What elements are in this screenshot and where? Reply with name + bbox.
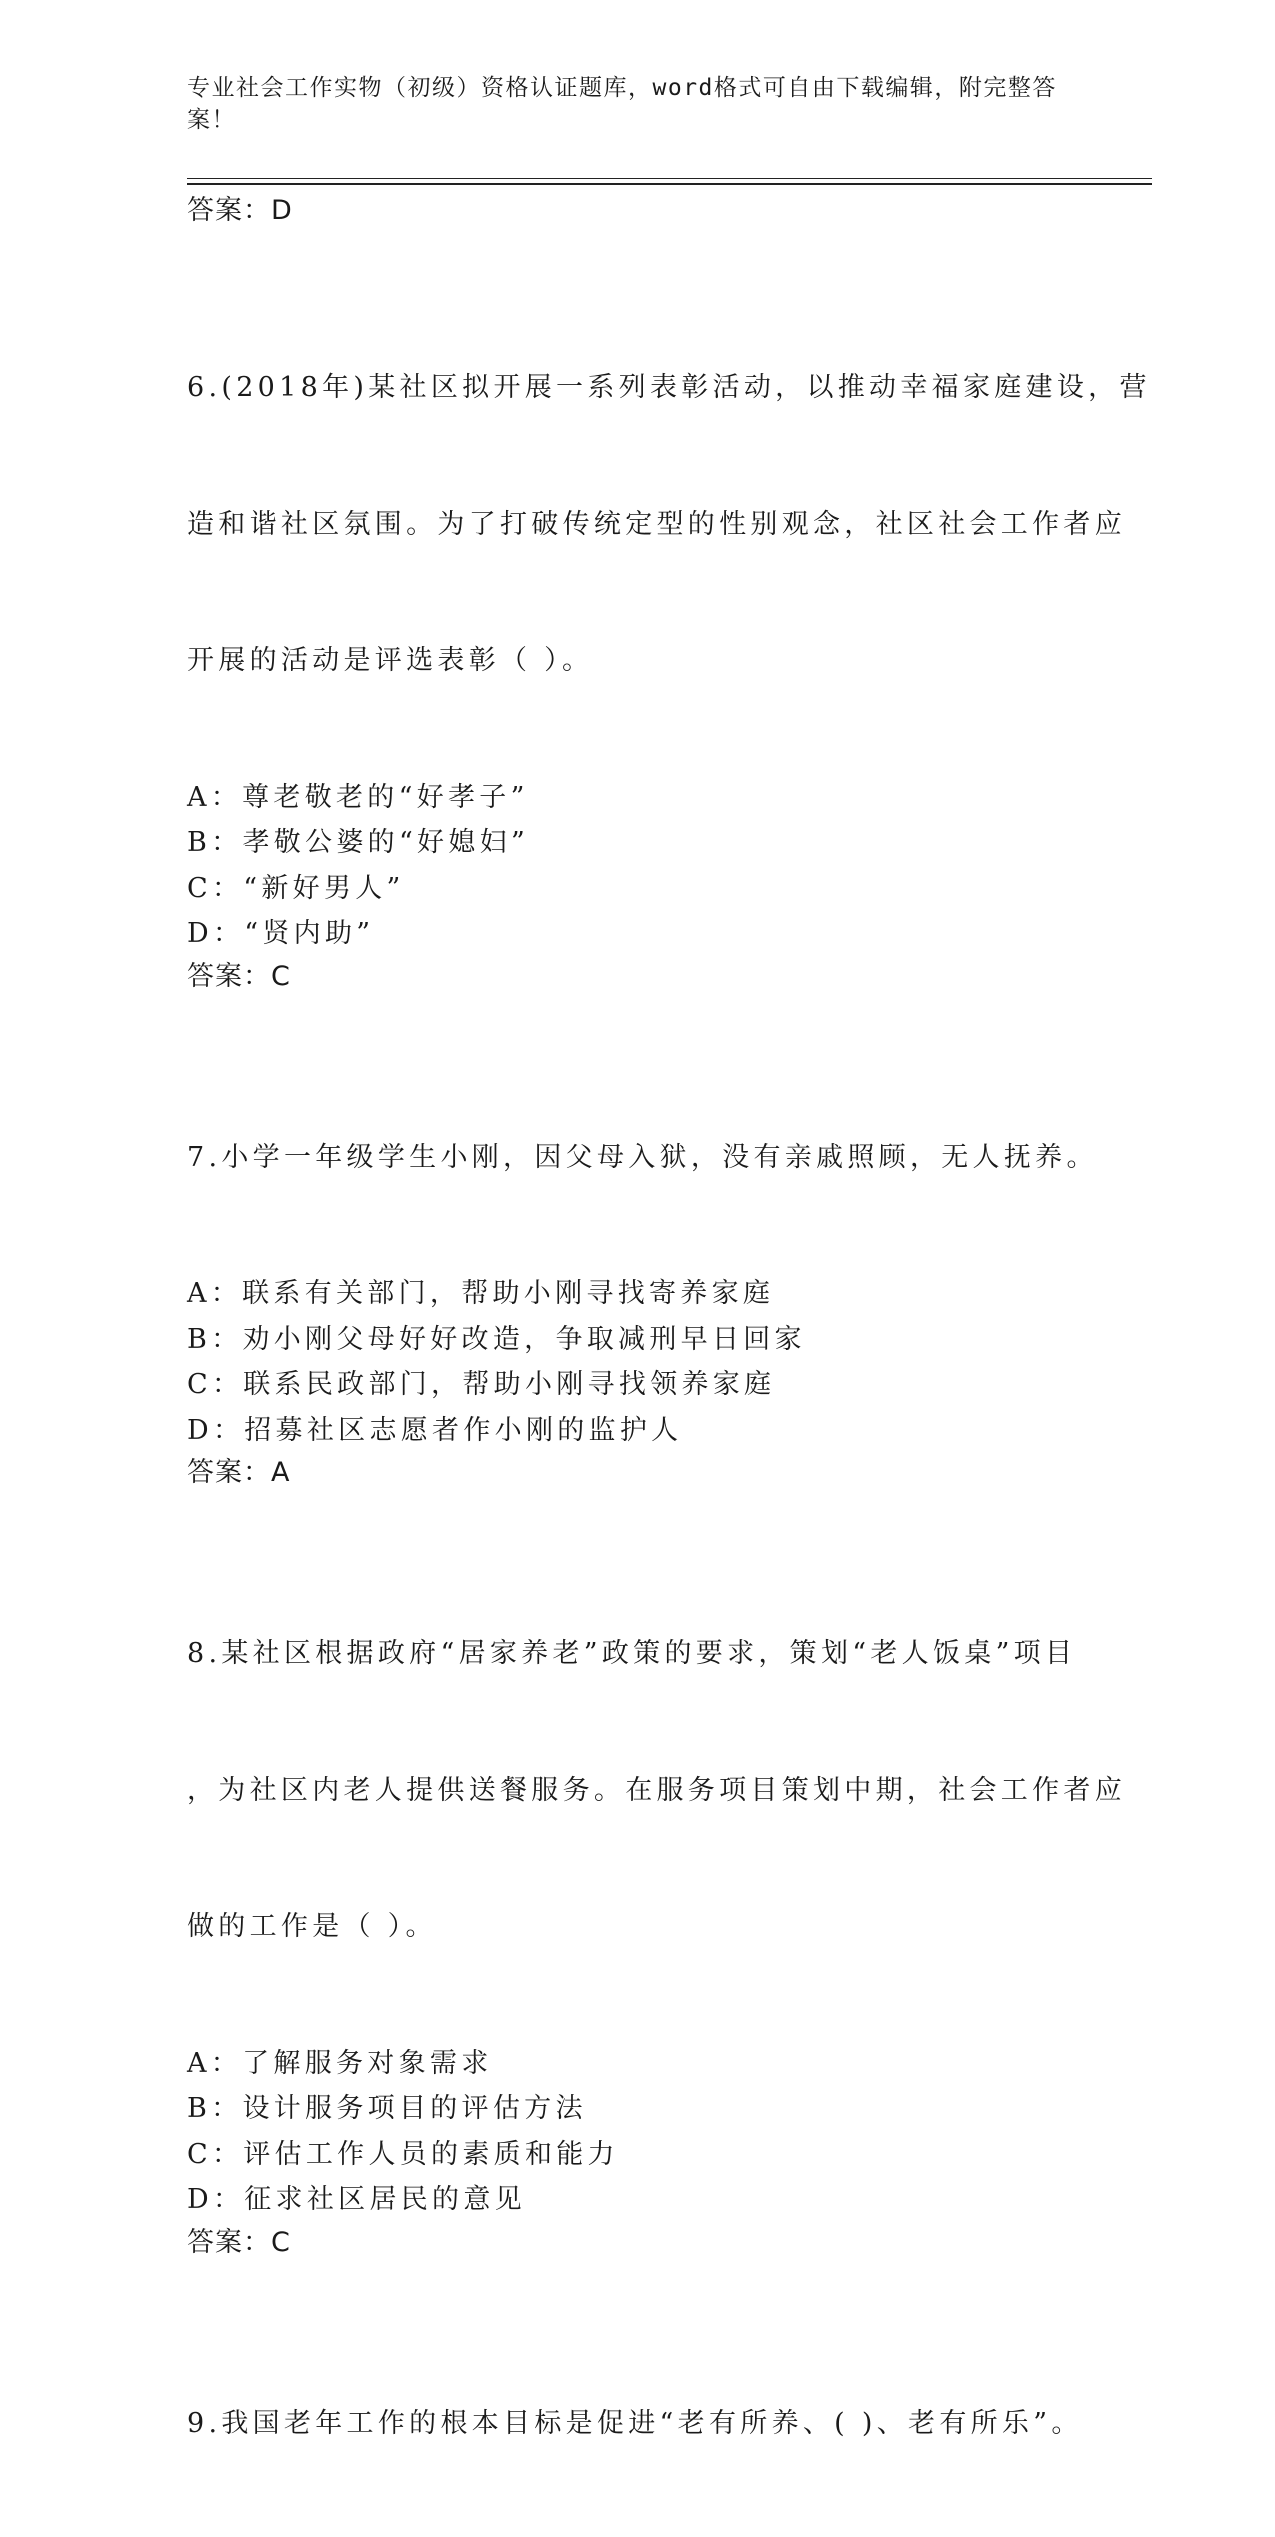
answer-line: 答案：D <box>187 191 1087 231</box>
question-6 <box>187 274 1087 997</box>
question-line: 8.某社区根据政府“居家养老”政策的要求，策划“老人饭桌”项目 <box>187 1631 1087 1677</box>
option-a: A：联系有关部门，帮助小刚寻找寄养家庭 <box>187 1271 1087 1317</box>
answer-line: 答案：C <box>187 2223 1087 2263</box>
question-line: 9.我国老年工作的根本目标是促进“老有所养、( )、老有所乐”。 <box>187 2401 1087 2447</box>
question-9 <box>187 2310 1087 2537</box>
question-line: 做的工作是（ ）。 <box>187 1904 1087 1950</box>
option-c: C：评估工作人员的素质和能力 <box>187 2132 1087 2178</box>
question-line: 造和谐社区氛围。为了打破传统定型的性别观念，社区社会工作者应 <box>187 502 1087 548</box>
question-line: 开展的活动是评选表彰（ ）。 <box>187 638 1087 684</box>
question-text <box>187 2310 1087 2537</box>
question-text <box>187 1540 1087 2041</box>
option-b: B：孝敬公婆的“好媳妇” <box>187 820 1087 866</box>
question-line: 7.小学一年级学生小刚，因父母入狱，没有亲戚照顾，无人抚养。 <box>187 1135 1087 1181</box>
option-b: B：劝小刚父母好好改造，争取减刑早日回家 <box>187 1317 1087 1363</box>
page-header: 专业社会工作实物（初级）资格认证题库，word格式可自由下载编辑，附完整答案！ <box>187 72 1077 136</box>
option-d: D：征求社区居民的意见 <box>187 2177 1087 2223</box>
header-divider-thick <box>187 183 1152 185</box>
question-text <box>187 1044 1087 1272</box>
option-c: C：“新好男人” <box>187 866 1087 912</box>
answer-line: 答案：C <box>187 957 1087 997</box>
option-b: B：设计服务项目的评估方法 <box>187 2086 1087 2132</box>
question-text <box>187 274 1087 775</box>
question-line: 6.(2018年)某社区拟开展一系列表彰活动，以推动幸福家庭建设，营 <box>187 365 1087 411</box>
option-c: C：联系民政部门，帮助小刚寻找领养家庭 <box>187 1362 1087 1408</box>
answer-line: 答案：A <box>187 1453 1087 1493</box>
question-7 <box>187 1044 1087 1494</box>
option-d: D：招募社区志愿者作小刚的监护人 <box>187 1408 1087 1454</box>
question-list <box>187 191 1087 2537</box>
option-a: A：了解服务对象需求 <box>187 2041 1087 2087</box>
option-a: A：尊老敬老的“好孝子” <box>187 775 1087 821</box>
question-8 <box>187 1540 1087 2263</box>
header-divider <box>187 178 1152 179</box>
question-line: ，为社区内老人提供送餐服务。在服务项目策划中期，社会工作者应 <box>187 1768 1087 1814</box>
option-d: D：“贤内助” <box>187 911 1087 957</box>
